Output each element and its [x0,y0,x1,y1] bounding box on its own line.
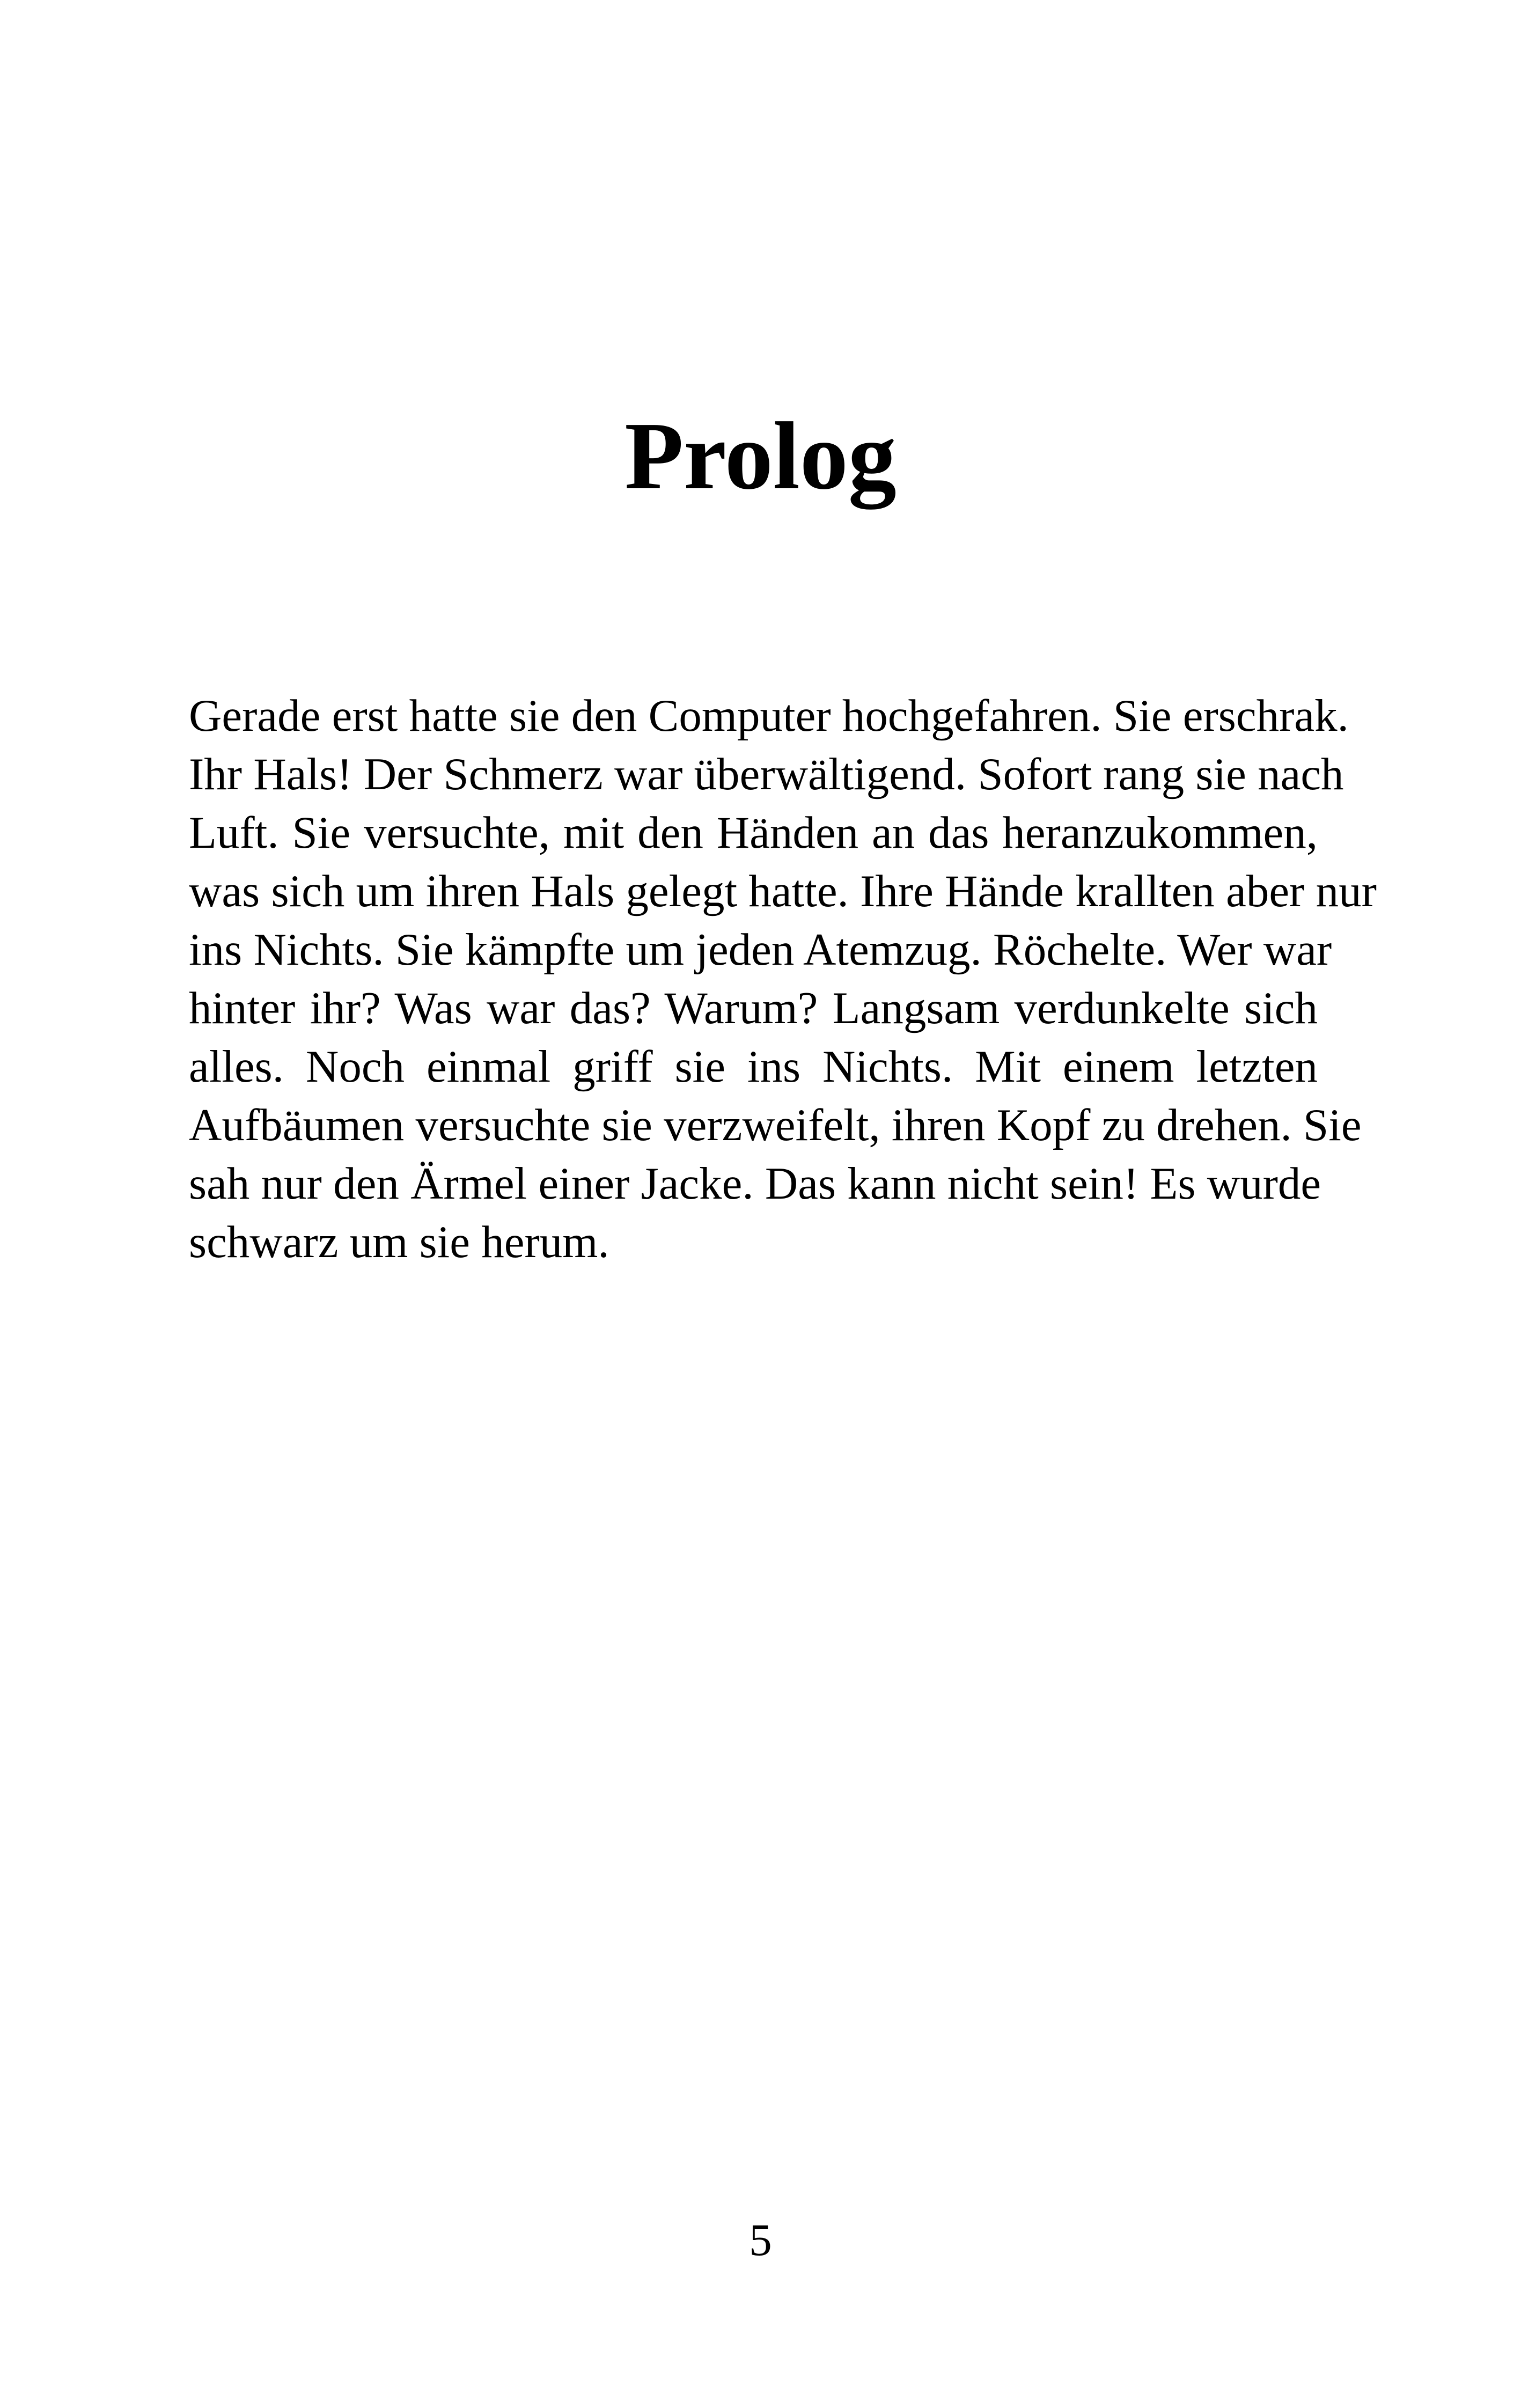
paragraph-line: alles. Noch einmal griff sie ins Nichts. Mit einem letzten [189,1041,1318,1092]
paragraph-line: hinter ihr? Was war das? Warum? Langsam verdunkelte sich [189,983,1318,1033]
paragraph-line: was sich um ihren Hals gelegt hatte. Ihre Hände krallten aber nur [189,866,1377,916]
paragraph-line: Gerade erst hatte sie den Computer hochgefahren. Sie erschrak. [189,691,1349,741]
prolog-paragraph [189,687,1377,1272]
chapter-title: Prolog [624,402,897,509]
paragraph-line: Aufbäumen versuchte sie verzweifelt, ihren Kopf zu drehen. Sie [189,1100,1362,1150]
paragraph-line: Ihr Hals! Der Schmerz war überwältigend. Sofort rang sie nach [189,749,1344,799]
paragraph-line: sah nur den Ärmel einer Jacke. Das kann nicht sein! Es wurde [189,1158,1321,1209]
paragraph-line: schwarz um sie herum. [189,1217,609,1267]
paragraph-line: Luft. Sie versuchte, mit den Händen an das heranzukommen, [189,807,1318,858]
paragraph-line: ins Nichts. Sie kämpfte um jeden Atemzug. Röchelte. Wer war [189,924,1332,975]
page-number: 5 [749,2215,772,2265]
